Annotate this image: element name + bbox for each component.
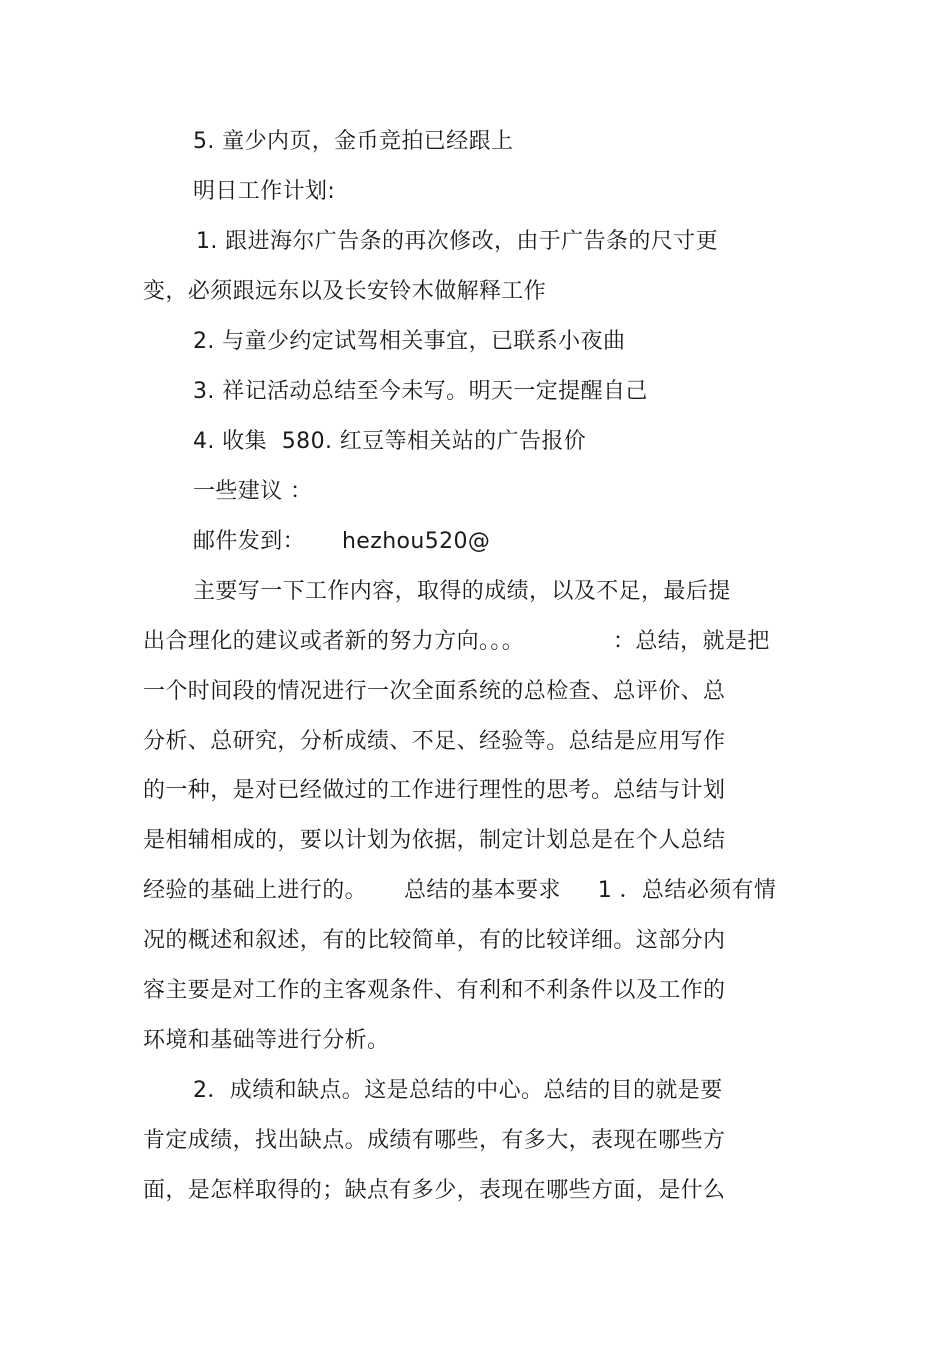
text-line: 肯定成绩，找出缺点。成绩有哪些，有多大，表现在哪些方 bbox=[143, 1128, 726, 1153]
text-line: 变，必须跟远东以及长安铃木做解释工作 bbox=[143, 279, 547, 304]
text-line: 况的概述和叙述，有的比较简单，有的比较详细。这部分内 bbox=[143, 928, 726, 953]
text-line: 1. 跟进海尔广告条的再次修改，由于广告条的尺寸更 bbox=[196, 229, 718, 254]
text-line: 2．成绩和缺点。这是总结的中心。总结的目的就是要 bbox=[193, 1078, 723, 1103]
text-line: 4. 收集 580. 红豆等相关站的广告报价 bbox=[193, 429, 587, 454]
text-line: 2. 与童少约定试驾相关事宜，已联系小夜曲 bbox=[193, 329, 626, 354]
text-line: 一个时间段的情况进行一次全面系统的总检查、总评价、总 bbox=[143, 679, 726, 704]
text-line: 是相辅相成的，要以计划为依据，制定计划总是在个人总结 bbox=[143, 828, 726, 853]
text-line: 一些建议 ： bbox=[193, 479, 313, 504]
text-line: 出合理化的建议或者新的努力方向。。。 ：总结，就是把 bbox=[143, 629, 770, 654]
text-line: 邮件发到： hezhou520@ bbox=[193, 529, 491, 554]
text-line: 环境和基础等进行分析。 bbox=[143, 1028, 390, 1053]
text-line: 面，是怎样取得的；缺点有多少，表现在哪些方面，是什么 bbox=[143, 1178, 726, 1203]
text-line: 5. 童少内页，金币竞拍已经跟上 bbox=[193, 129, 514, 154]
text-line: 主要写一下工作内容，取得的成绩，以及不足，最后提 bbox=[193, 579, 731, 604]
text-line: 容主要是对工作的主客观条件、有利和不利条件以及工作的 bbox=[143, 978, 726, 1003]
text-line: 分析、总研究，分析成绩、不足、经验等。总结是应用写作 bbox=[143, 729, 726, 754]
text-line: 明日工作计划: bbox=[193, 179, 336, 204]
text-line: 经验的基础上进行的。 总结的基本要求 1 ．总结必须有情 bbox=[143, 878, 777, 903]
text-line: 3. 祥记活动总结至今未写。明天一定提醒自己 bbox=[193, 379, 648, 404]
text-line: 的一种，是对已经做过的工作进行理性的思考。总结与计划 bbox=[143, 778, 726, 803]
